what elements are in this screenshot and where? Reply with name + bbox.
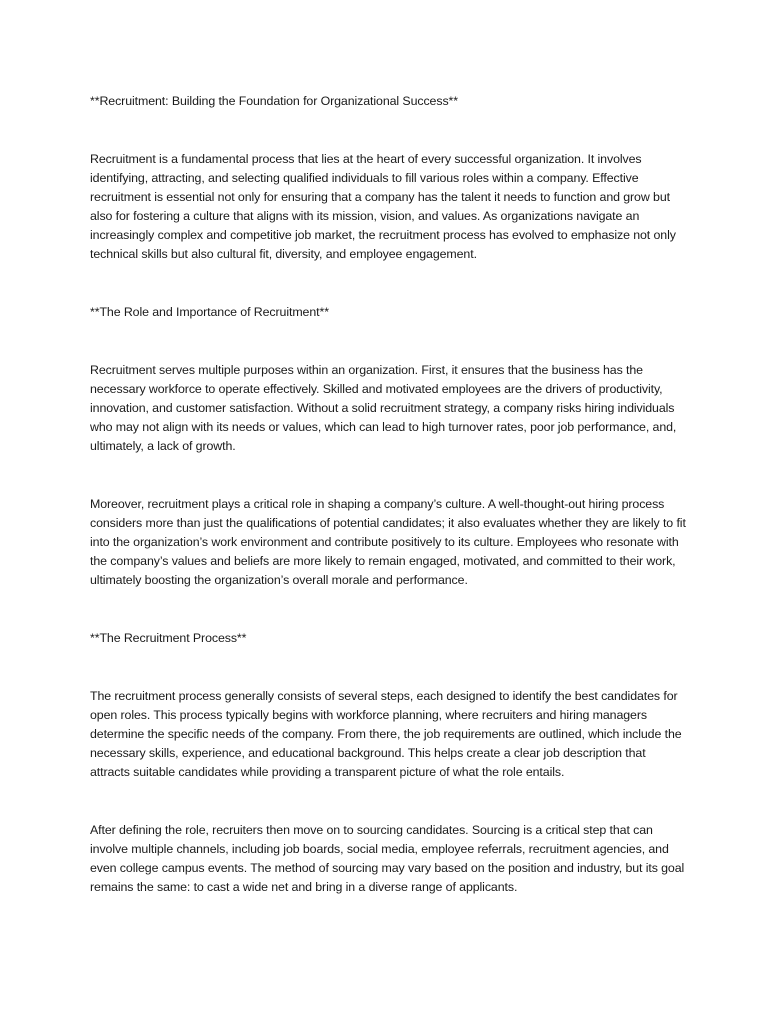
paragraph-culture: Moreover, recruitment plays a critical role in shaping a company’s culture. A well-thought-out hiring process considers more than just the qualifications of potential candidates; it also evaluates whether they are likely to fit into the organization’s work environment and contribute positively to its culture. Employees who resonate with the company’s values and beliefs are more likely to remain engaged, motivated, and committed to their work, ultimately boosting the organization’s overall morale and performance. bbox=[90, 497, 686, 587]
paragraph-sourcing: After defining the role, recruiters then move on to sourcing candidates. Sourcing is a critical step that can involve multiple channels, including job boards, social media, employee referrals, recruitment agencies, and even college campus events. The method of sourcing may vary based on the position and industry, but its goal remains the same: to cast a wide net and bring in a diverse range of applicants. bbox=[90, 823, 685, 894]
paragraph-intro: Recruitment is a fundamental process that lies at the heart of every successful organization. It involves identifying, attracting, and selecting qualified individuals to fill various roles within a company. Effective recruitment is essential not only for ensuring that a company has the talent it needs to function and grow but also for fostering a culture that aligns with its mission, vision, and values. As organizations navigate an increasingly complex and competitive job market, the recruitment process has evolved to emphasize not only technical skills but also cultural fit, diversity, and employee engagement. bbox=[90, 152, 676, 261]
paragraph-process-steps: The recruitment process generally consists of several steps, each designed to identify the best candidates for open roles. This process typically begins with workforce planning, where recruiters and hiring managers determine the specific needs of the company. From there, the job requirements are outlined, which include the necessary skills, experience, and educational background. This helps create a clear job description that attracts suitable candidates while providing a transparent picture of what the role entails. bbox=[90, 689, 682, 779]
heading-recruitment-process: **The Recruitment Process** bbox=[90, 631, 247, 645]
document-body bbox=[90, 92, 686, 936]
paragraph-purposes: Recruitment serves multiple purposes within an organization. First, it ensures that the business has the necessary workforce to operate effectively. Skilled and motivated employees are the drivers of productivity, innovation, and customer satisfaction. Without a solid recruitment strategy, a company risks hiring individuals who may not align with its needs or values, which can lead to high turnover rates, poor job performance, and, ultimately, a lack of growth. bbox=[90, 363, 677, 453]
heading-role-importance: **The Role and Importance of Recruitment** bbox=[90, 305, 329, 319]
heading-recruitment: **Recruitment: Building the Foundation for Organizational Success** bbox=[90, 94, 458, 108]
